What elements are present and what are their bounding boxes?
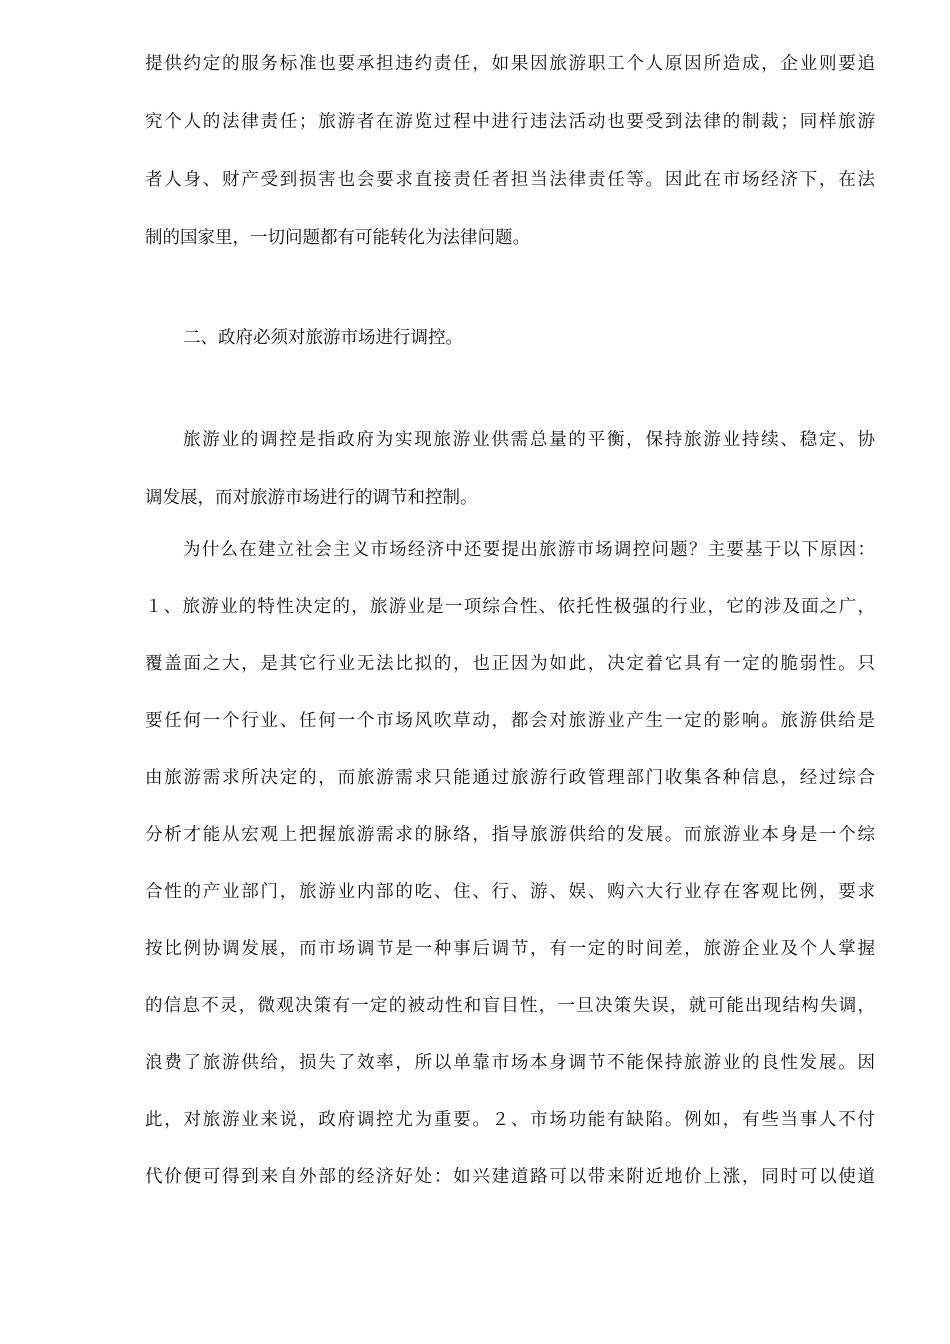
text-line: 提供约定的服务标准也要承担违约责任，如果因旅游职工个人原因所造成，企业则要追 — [145, 54, 875, 74]
text-line: 的信息不灵，微观决策有一定的被动性和盲目性，一旦决策失误，就可能出现结构失调， — [145, 996, 875, 1016]
section-heading: 二、政府必须对旅游市场进行调控。 — [183, 328, 463, 348]
text-line: 制的国家里，一切问题都有可能转化为法律问题。 — [145, 228, 530, 248]
text-line: 究个人的法律责任；旅游者在游览过程中进行违法活动也要受到法律的制裁；同样旅游 — [145, 112, 875, 132]
text-line: 为什么在建立社会主义市场经济中还要提出旅游市场调控问题？主要基于以下原因： — [183, 540, 875, 560]
text-line: 由旅游需求所决定的，而旅游需求只能通过旅游行政管理部门收集各种信息，经过综合 — [145, 768, 875, 788]
text-line: 覆盖面之大，是其它行业无法比拟的，也正因为如此，决定着它具有一定的脆弱性。只 — [145, 654, 875, 674]
text-line: 要任何一个行业、任何一个市场风吹草动，都会对旅游业产生一定的影响。旅游供给是 — [145, 711, 875, 731]
text-line: １、旅游业的特性决定的，旅游业是一项综合性、依托性极强的行业，它的涉及面之广， — [145, 597, 875, 617]
text-line: 分析才能从宏观上把握旅游需求的脉络，指导旅游供给的发展。而旅游业本身是一个综 — [145, 825, 875, 845]
text-line: 调发展，而对旅游市场进行的调节和控制。 — [145, 488, 478, 508]
text-line: 旅游业的调控是指政府为实现旅游业供需总量的平衡，保持旅游业持续、稳定、协 — [183, 430, 875, 450]
text-line: 此，对旅游业来说，政府调控尤为重要。２、市场功能有缺陷。例如，有些当事人不付 — [145, 1110, 875, 1130]
text-line: 合性的产业部门，旅游业内部的吃、住、行、游、娱、购六大行业存在客观比例，要求 — [145, 882, 875, 902]
text-line: 按比例协调发展，而市场调节是一种事后调节，有一定的时间差，旅游企业及个人掌握 — [145, 939, 875, 959]
text-line: 代价便可得到来自外部的经济好处：如兴建道路可以带来附近地价上涨，同时可以使道 — [145, 1167, 875, 1187]
text-line: 浪费了旅游供给，损失了效率，所以单靠市场本身调节不能保持旅游业的良性发展。因 — [145, 1053, 875, 1073]
text-line: 者人身、财产受到损害也会要求直接责任者担当法律责任等。因此在市场经济下，在法 — [145, 170, 875, 190]
